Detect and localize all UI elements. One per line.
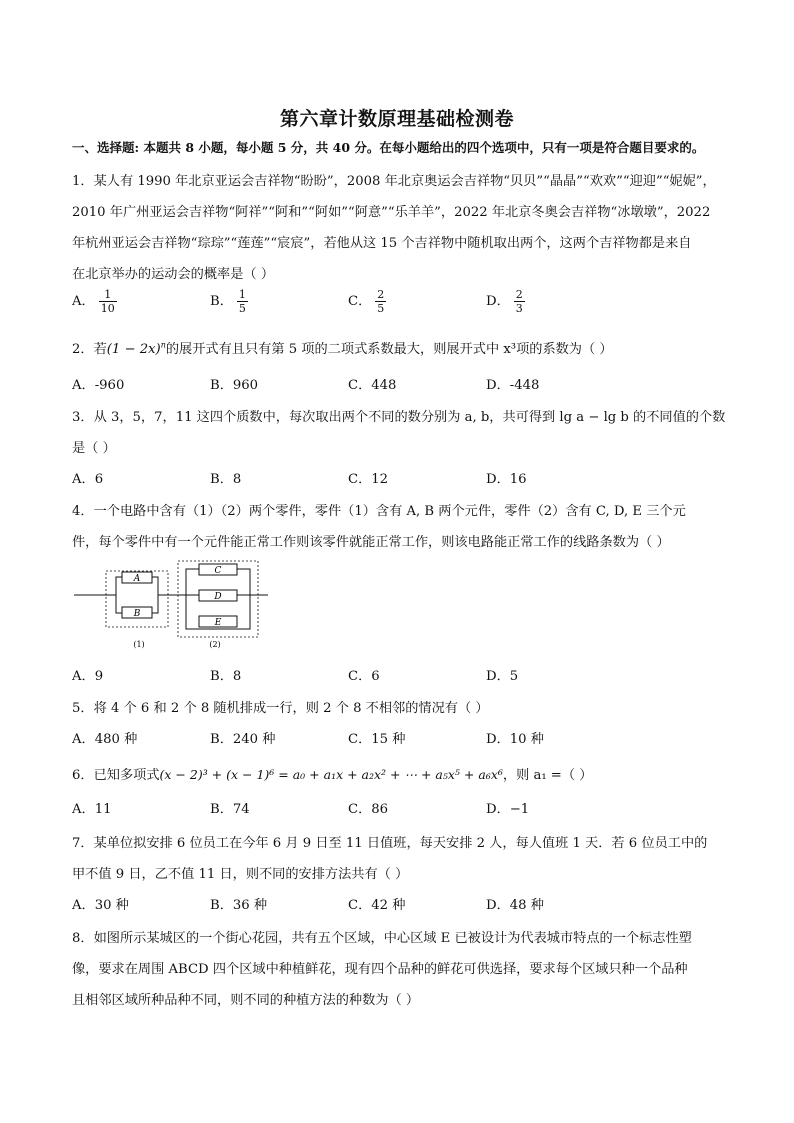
question-1-line-1: 1．某人有 1990 年北京亚运会吉祥物“盼盼”，2008 年北京奥运会吉祥物“贝贝”“晶晶”“欢欢”“迎迎”“妮妮”， xyxy=(72,174,716,189)
question-6-options xyxy=(72,798,732,822)
option-b: B．960 xyxy=(210,378,259,393)
question-1-line-4: 在北京举办的运动会的概率是（ ） xyxy=(72,267,275,282)
question-2-options xyxy=(72,374,732,398)
question-4-line-1: 4．一个电路中含有（1）（2）两个零件，零件（1）含有 A, B 两个元件，零件（2）含有 C, D, E 三个元 xyxy=(72,504,686,519)
option-b: B． $\frac{1}{5}$ xyxy=(210,288,246,315)
element-e-label: E xyxy=(214,618,222,628)
option-c: C．42 种 xyxy=(348,898,406,913)
question-3-line-2: 是（ ） xyxy=(72,441,116,456)
option-c: C．86 xyxy=(348,802,389,817)
option-a: A． $\frac{1}{10}$ xyxy=(72,288,115,315)
option-b: B．240 种 xyxy=(210,732,276,747)
question-7-line-1: 7．某单位拟安排 6 位员工在今年 6 月 9 日至 11 日值班，每天安排 2 人，每人值班 1 天．若 6 位员工中的 xyxy=(72,836,708,851)
option-d: D．10 种 xyxy=(486,732,544,747)
option-a: A．480 种 xyxy=(72,732,138,747)
option-d: D．-448 xyxy=(486,378,540,393)
question-4-options xyxy=(72,665,732,689)
question-7-options xyxy=(72,894,732,918)
polynomial-expression: (x − 2)³ + (x − 1)⁶ = a₀ + a₁x + a₂x² + ⋯ + a₅x⁵ + a₆x⁶ xyxy=(159,767,503,782)
option-c: C．12 xyxy=(348,472,389,487)
question-6-line-1: 6．已知多项式(x − 2)³ + (x − 1)⁶ = a₀ + a₁x + a₂x² + ⋯ + a₅x⁵ + a₆x⁶，则 a₁ =（ ） xyxy=(72,767,593,783)
fraction: $\frac{2}{5}$ xyxy=(377,288,385,315)
option-a: A．9 xyxy=(72,669,104,684)
question-3-line-1: 3．从 3，5，7，11 这四个质数中，每次取出两个不同的数分别为 a, b，共可得到 lg a − lg b 的不同值的个数 xyxy=(72,410,726,425)
option-a: A．6 xyxy=(72,472,104,487)
option-b: B．74 xyxy=(210,802,250,817)
question-1-line-2: 2010 年广州亚运会吉祥物“阿祥”“阿和”“阿如”“阿意”“乐羊羊”，2022 年北京冬奥会吉祥物“冰墩墩”，2022 xyxy=(72,205,711,220)
option-c: C．15 种 xyxy=(348,732,406,747)
question-8-line-3: 且相邻区域所种品种不同，则不同的种植方法的种数为（ ） xyxy=(72,993,420,1008)
option-d: D．5 xyxy=(486,669,519,684)
circuit-diagram xyxy=(72,555,272,655)
question-2-line-1: 2．若$(1 - 2x)^n$的展开式有且只有第 5 项的二项式系数最大，则展开式中 x³项的系数为（ ） xyxy=(72,340,613,357)
element-d-label: D xyxy=(214,592,222,602)
question-5-options xyxy=(72,728,732,752)
option-a: A．30 种 xyxy=(72,898,129,913)
question-7-line-2: 甲不值 9 日，乙不值 11 日，则不同的安排方法共有（ ） xyxy=(72,867,409,882)
question-4-line-2: 件，每个零件中有一个元件能正常工作则该零件就能正常工作，则该电路能正常工作的线路条数为（ ） xyxy=(72,535,670,550)
page-title: 第六章计数原理基础检测卷 xyxy=(279,108,514,130)
option-d: D．−1 xyxy=(486,802,530,817)
fraction: $\frac{1}{10}$ xyxy=(100,288,115,315)
option-a: A．-960 xyxy=(72,378,125,393)
binomial-expression: $(1 - 2x)^n$ xyxy=(106,340,166,357)
option-c: C．6 xyxy=(348,669,380,684)
option-d: D． $\frac{2}{3}$ xyxy=(486,288,523,315)
option-d: D．16 xyxy=(486,472,527,487)
fraction: $\frac{2}{3}$ xyxy=(515,288,523,315)
option-a: A．11 xyxy=(72,802,112,817)
question-5-line-1: 5．将 4 个 6 和 2 个 8 随机排成一行，则 2 个 8 不相邻的情况有（ ） xyxy=(72,701,489,716)
option-d: D．48 种 xyxy=(486,898,544,913)
section-header: 一、选择题: 本题共 8 小题，每小题 5 分，共 40 分。在每小题给出的四个选项中，只有一项是符合题目要求的。 xyxy=(72,140,705,155)
fraction: $\frac{1}{5}$ xyxy=(238,288,246,315)
element-b-label: B xyxy=(133,609,141,619)
question-1-options xyxy=(72,288,732,315)
option-c: C．448 xyxy=(348,378,397,393)
question-3-options xyxy=(72,468,732,492)
option-c: C． $\frac{2}{5}$ xyxy=(348,288,385,315)
element-c-label: C xyxy=(214,566,222,576)
part-1-label: (1) xyxy=(133,640,145,649)
option-b: B．8 xyxy=(210,669,242,684)
part-2-label: (2) xyxy=(209,640,221,649)
question-8-line-1: 8．如图所示某城区的一个街心花园，共有五个区域，中心区域 E 已被设计为代表城市特点的一个标志性塑 xyxy=(72,931,692,946)
element-a-label: A xyxy=(133,574,141,584)
option-b: B．8 xyxy=(210,472,242,487)
question-1-line-3: 年杭州亚运会吉祥物“琮琮”“莲莲”“宸宸”，若他从这 15 个吉祥物中随机取出两个，这两个吉祥物都是来自 xyxy=(72,236,692,251)
question-8-line-2: 像，要求在周围 ABCD 四个区域中种植鲜花，现有四个品种的鲜花可供选择，要求每个区域只种一个品种 xyxy=(72,962,688,977)
option-b: B．36 种 xyxy=(210,898,268,913)
